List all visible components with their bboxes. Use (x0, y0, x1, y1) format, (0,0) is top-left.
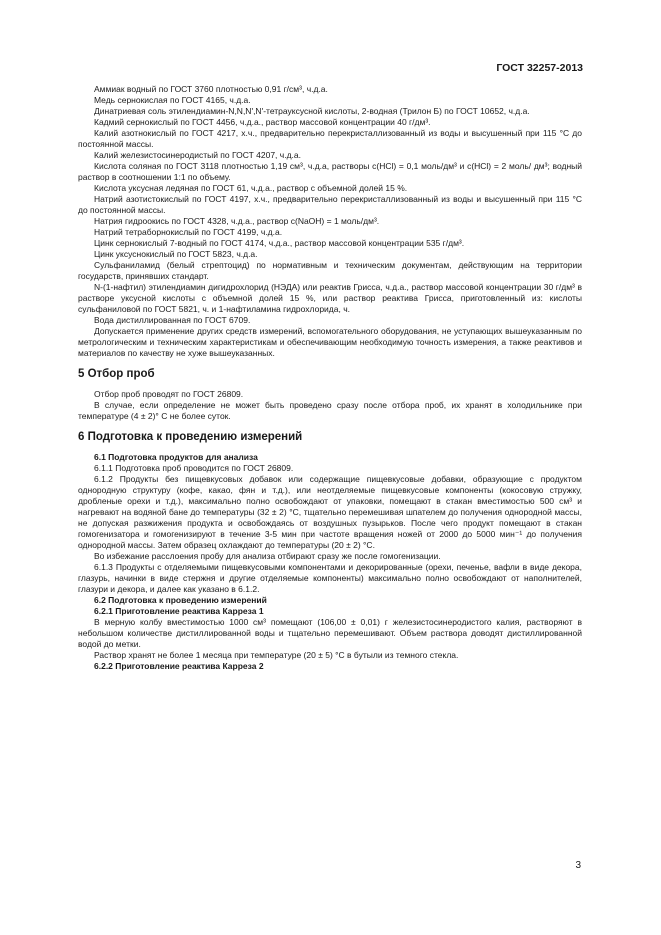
page-number: 3 (575, 860, 581, 871)
reagent-line: Кислота уксусная ледяная по ГОСТ 61, ч.д.а., раствор с объемной долей 15 %. (94, 183, 408, 193)
subsection-6-1-heading: 6.1 Подготовка продуктов для анализа (94, 452, 258, 462)
reagent-line: Натрий азотистокислый по ГОСТ 4197, х.ч., предварительно перекристаллизованный из воды и высушенный при 115 °С до постоянной массы. (78, 194, 582, 215)
reagent-line: N-(1-нафтил) этилендиамин дигидрохлорид (НЭДА) или реактив Грисса, ч.д.а., раствор массовой концентрации 30 г/дм³ в растворе уксусной кислоты с объемной долей 15 %, или раствор реактива Грисса, приготовленный из: кислоты сульфаниловой по ГОСТ 5821, ч. и 1-нафтиламина гидрохлорида, ч. (78, 282, 582, 314)
reagent-line: Динатриевая соль этилендиамин-N,N,N',N'-тетрауксусной кислоты, 2-водная (Трилон Б) по ГОСТ 10652, ч.д.а. (94, 106, 530, 116)
reagent-line: Натрий тетраборнокислый по ГОСТ 4199, ч.д.а. (94, 227, 283, 237)
reagent-line: Калий азотнокислый по ГОСТ 4217, х.ч., предварительно перекристаллизованный из воды и высушенный при 115 °С до постоянной массы. (78, 128, 582, 149)
subsection-6-2-heading: 6.2 Подготовка к проведению измерений (94, 595, 267, 605)
carrez-1-paragraph: В мерную колбу вместимостью 1000 см³ помещают (106,00 ± 0,01) г железистосинеродистого калия, растворяют в небольшом количестве дистиллированной воды и тщательно перемешивают. Объем раствора доводят дистиллированной водой до метки. (78, 617, 582, 649)
sampling-paragraph: Отбор проб проводят по ГОСТ 26809. (94, 389, 244, 399)
reagent-line: Цинк сернокислый 7-водный по ГОСТ 4174, ч.д.а., раствор массовой концентрации 535 г/дм³. (94, 238, 465, 248)
reagent-line: Кислота соляная по ГОСТ 3118 плотностью 1,19 см³, ч.д.а, растворы с(HCl) = 0,1 моль/дм³ и с(HCl) = 2 моль/ дм³; водный раствор в соотношении 1:1 по объему. (78, 161, 582, 182)
clause-6-1-3: 6.1.3 Продукты с отделяемыми пищевкусовыми компонентами и декорированные (орехи, печенье, вафли в виде декора, глазурь, начинки в виде стержня и другие отделяемые компоненты) максимально полно освобождают от наполнителей, глазури и декора, и далее как указано в 6.1.2. (78, 562, 582, 594)
homogenization-note: Во избежание расслоения пробу для анализа отбирают сразу же после гомогенизации. (94, 551, 441, 561)
storage-paragraph: В случае, если определение не может быть проведено сразу после отбора проб, их хранят в холодильнике при температуре (4 ± 2)° С не более суток. (78, 400, 582, 421)
document-code: ГОСТ 32257-2013 (496, 62, 583, 74)
reagent-line: Кадмий сернокислый по ГОСТ 4456, ч.д.а., раствор массовой концентрации 40 г/дм³. (94, 117, 431, 127)
reagent-line: Цинк уксуснокислый по ГОСТ 5823, ч.д.а. (94, 249, 258, 259)
page-body (78, 84, 582, 672)
reagent-line: Медь сернокислая по ГОСТ 4165, ч.д.а. (94, 95, 251, 105)
subsection-6-2-1-heading: 6.2.1 Приготовление реактива Карреза 1 (94, 606, 264, 616)
reagent-line: Калий железистосинеродистый по ГОСТ 4207, ч.д.а. (94, 150, 301, 160)
carrez-1-storage: Раствор хранят не более 1 месяца при температуре (20 ± 5) °С в бутыли из темного стекла. (94, 650, 459, 660)
alternatives-note: Допускается применение других средств измерений, вспомогательного оборудования, не уступающих вышеуказанным по метрологическим и техническим характеристикам и обеспечивающим необходимую точность измерения, а также реактивов и материалов по качеству не хуже вышеуказанных. (78, 326, 582, 358)
reagent-line: Вода дистиллированная по ГОСТ 6709. (94, 315, 251, 325)
reagent-line: Сульфаниламид (белый стрептоцид) по нормативным и техническим документам, действующим на территории государств, принявших стандарт. (78, 260, 582, 281)
section-6-heading: 6 Подготовка к проведению измерений (78, 431, 303, 443)
clause-6-1-2: 6.1.2 Продукты без пищевкусовых добавок или содержащие пищевкусовые добавки, образующие с продуктом однородную структуру (кофе, какао, фян и т.д.), или неотделяемые пищевкусовые компоненты (кокосовую стружку, дробленые орехи и т.д.), максимально полно освобождают от упаковки, помещают в стакан вместимостью 500 см³ и нагревают на водяной бане до температуры (32 ± 2) °С, тщательно перемешивая шпателем до получения однородной массы, не допуская разжижения продукта и освобождаясь от воздушных пузырьков. После чего продукт помещают в стакан гомогенизатора и гомогенизируют в течение 3-5 мин при частоте вращения ножей от 2000 до 5000 мин⁻¹ до получения однородной массы. Затем образец охлаждают до температуры (20 ± 2) °С. (78, 474, 582, 550)
reagent-line: Аммиак водный по ГОСТ 3760 плотностью 0,91 г/см³, ч.д.а. (94, 84, 328, 94)
clause-6-1-1: 6.1.1 Подготовка проб проводится по ГОСТ 26809. (94, 463, 294, 473)
reagent-line: Натрия гидроокись по ГОСТ 4328, ч.д.а., раствор с(NaOH) = 1 моль/дм³. (94, 216, 380, 226)
subsection-6-2-2-heading: 6.2.2 Приготовление реактива Карреза 2 (94, 661, 264, 671)
section-5-heading: 5 Отбор проб (78, 368, 155, 380)
